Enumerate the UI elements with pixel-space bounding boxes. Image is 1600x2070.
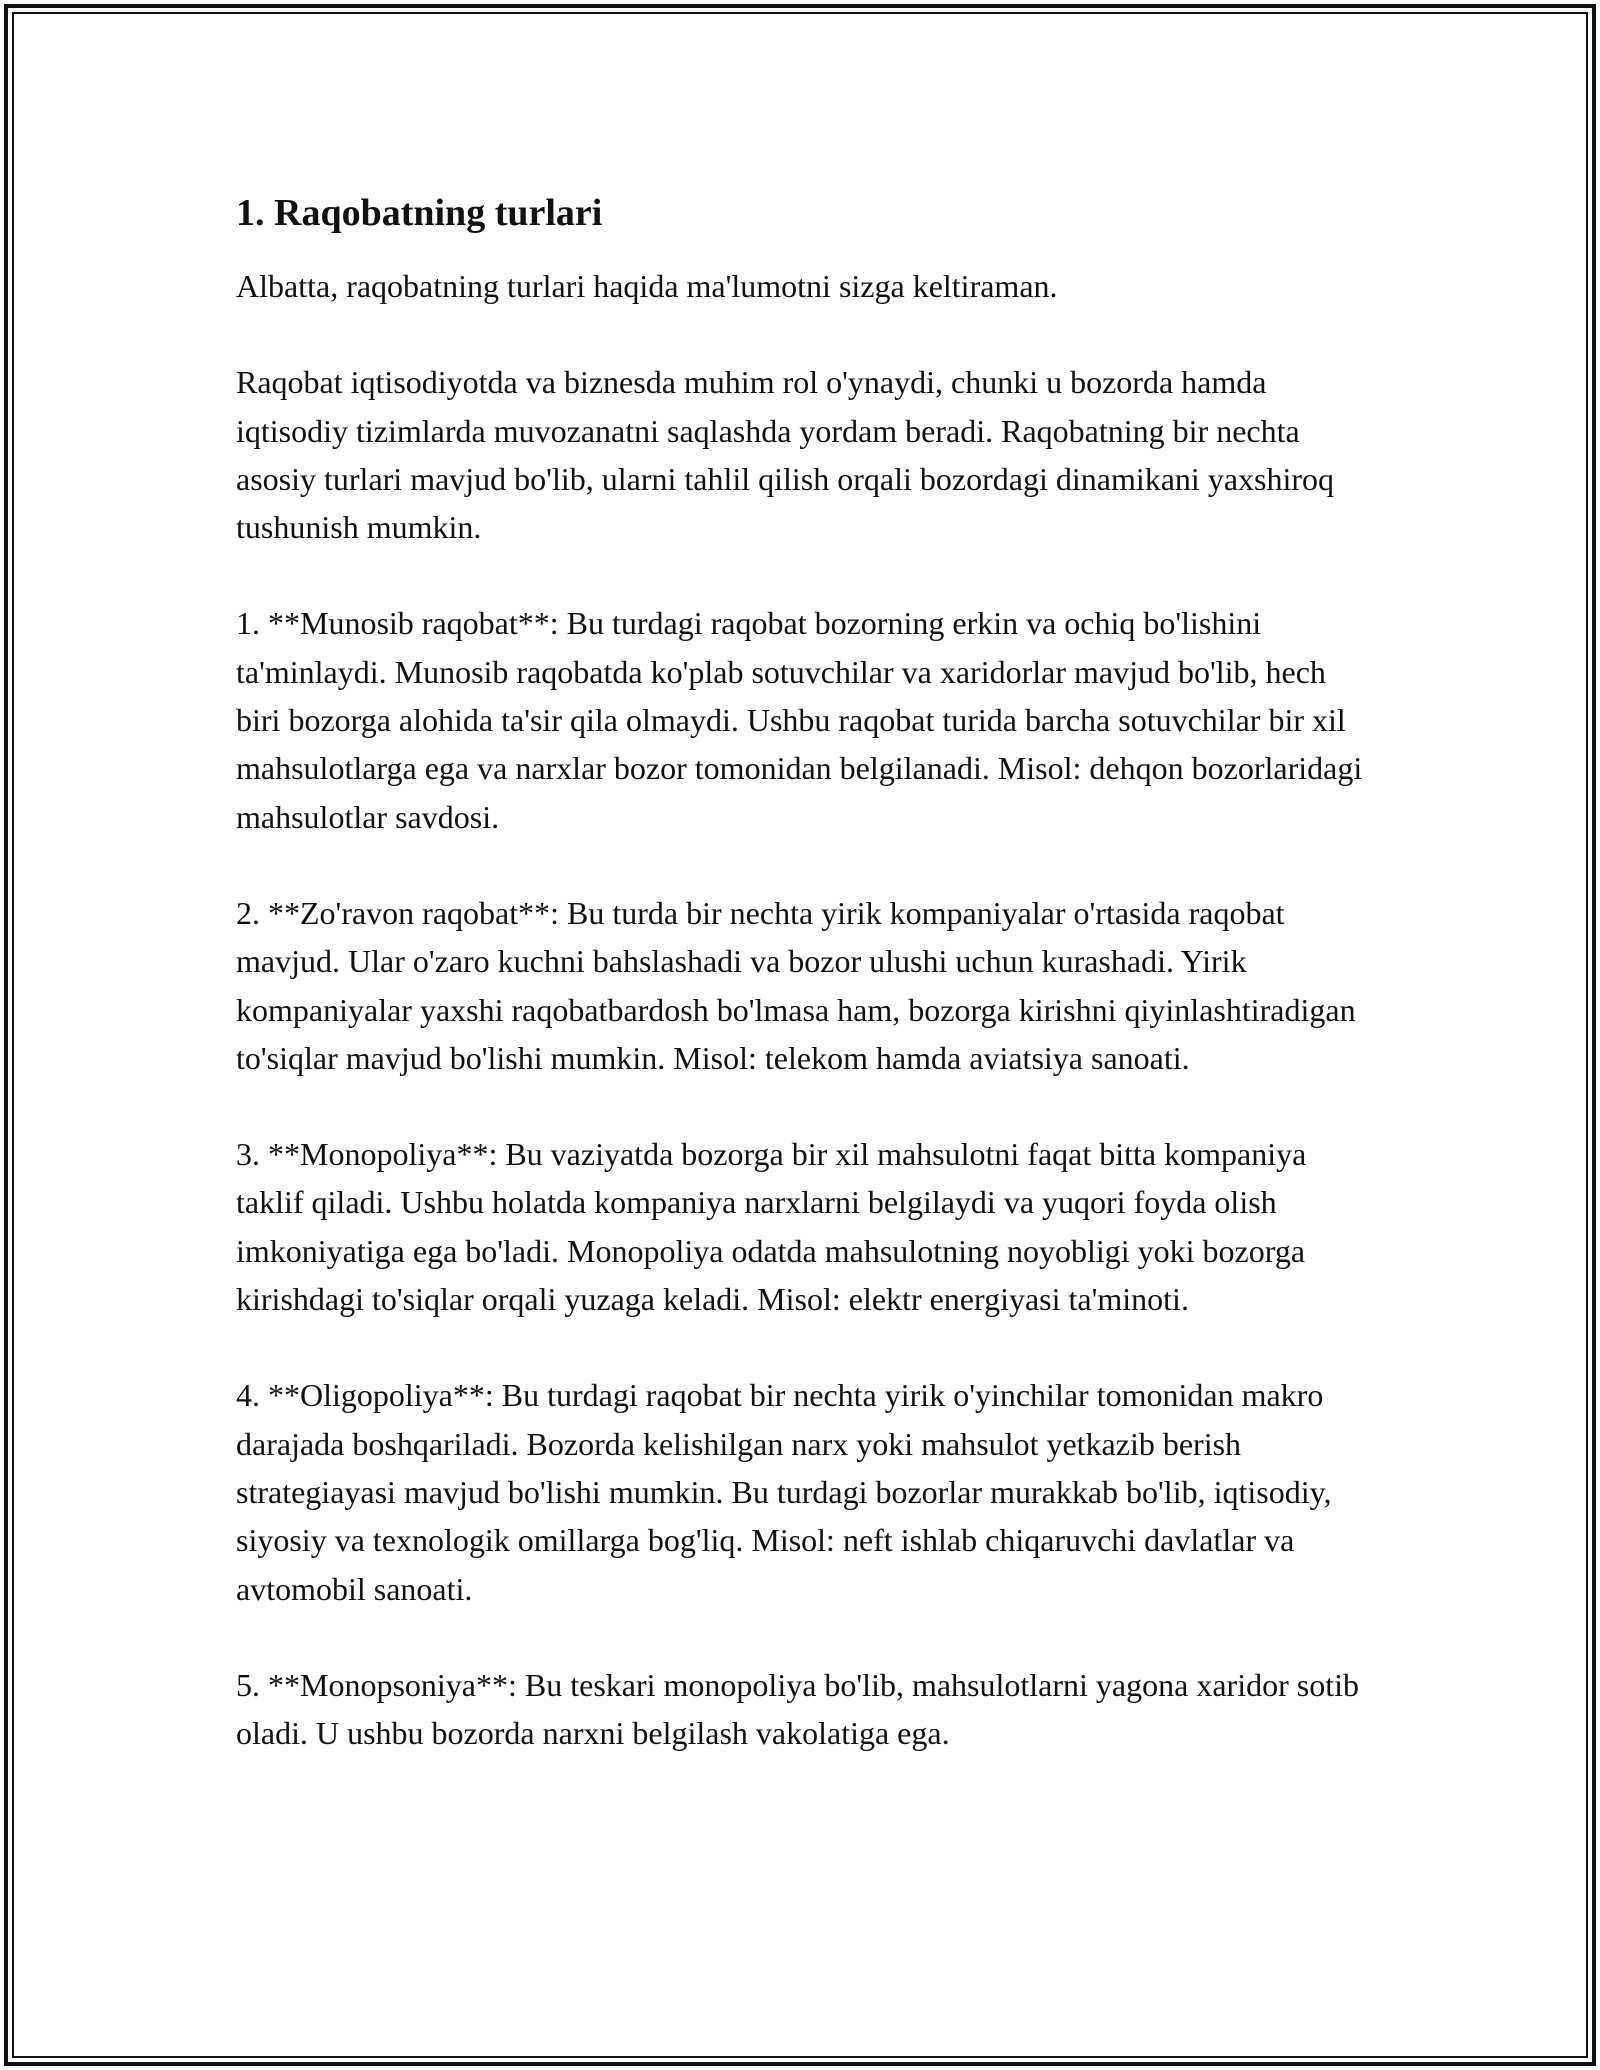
list-item-monopsoniya: 5. **Monopsoniya**: Bu teskari monopoliya bo'lib, mahsulotlarni yagona xaridor sotib oladi. U ushbu bozorda narxni belgilash vakolatiga ega. [236, 1666, 1359, 1752]
document-body [236, 190, 1366, 1757]
section-heading: 1. Raqobatning turlari [236, 192, 603, 234]
list-item-munosib-raqobat: 1. **Munosib raqobat**: Bu turdagi raqobat bozorning erkin va ochiq bo'lishini ta'minlaydi. Munosib raqobatda ko'plab sotuvchilar va xaridorlar mavjud bo'lib, hech biri bozorga alohida ta'sir qila olmaydi. Ushbu raqobat turida barcha sotuvchilar bir xil mahsulotlarga ega va narxlar bozor tomonidan belgilanadi. Misol: dehqon bozorlaridagi mahsulotlar savdosi. [236, 605, 1363, 835]
list-item-oligopoliya: 4. **Oligopoliya**: Bu turdagi raqobat bir nechta yirik o'yinchilar tomonidan makro darajada boshqariladi. Bozorda kelishilgan narx yoki mahsulot yetkazib berish strategiayasi mavjud bo'lishi mumkin. Bu turdagi bozorlar murakkab bo'lib, iqtisodiy, siyosiy va texnologik omillarga bog'liq. Misol: neft ishlab chiqaruvchi davlatlar va avtomobil sanoati. [236, 1377, 1332, 1607]
intro-paragraph: Albatta, raqobatning turlari haqida ma'lumotni sizga keltiraman. [236, 268, 1058, 304]
list-item-monopoliya: 3. **Monopoliya**: Bu vaziyatda bozorga bir xil mahsulotni faqat bitta kompaniya taklif qiladi. Ushbu holatda kompaniya narxlarni belgilaydi va yuqori foyda olish imkoniyatiga ega bo'ladi. Monopoliya odatda mahsulotning noyobligi yoki bozorga kirishdagi to'siqlar orqali yuzaga keladi. Misol: elektr energiyasi ta'minoti. [236, 1136, 1307, 1318]
list-item-zoravon-raqobat: 2. **Zo'ravon raqobat**: Bu turda bir nechta yirik kompaniyalar o'rtasida raqobat mavjud. Ular o'zaro kuchni bahslashadi va bozor ulushi uchun kurashadi. Yirik kompaniyalar yaxshi raqobatbardosh bo'lmasa ham, bozorga kirishni qiyinlashtiradigan to'siqlar mavjud bo'lishi mumkin. Misol: telekom hamda aviatsiya sanoati. [236, 894, 1356, 1076]
overview-paragraph: Raqobat iqtisodiyotda va biznesda muhim rol o'ynaydi, chunki u bozorda hamda iqtisodiy tizimlarda muvozanatni saqlashda yordam beradi. Raqobatning bir nechta asosiy turlari mavjud bo'lib, ularni tahlil qilish orqali bozordagi dinamikani yaxshiroq tushunish mumkin. [236, 364, 1335, 546]
